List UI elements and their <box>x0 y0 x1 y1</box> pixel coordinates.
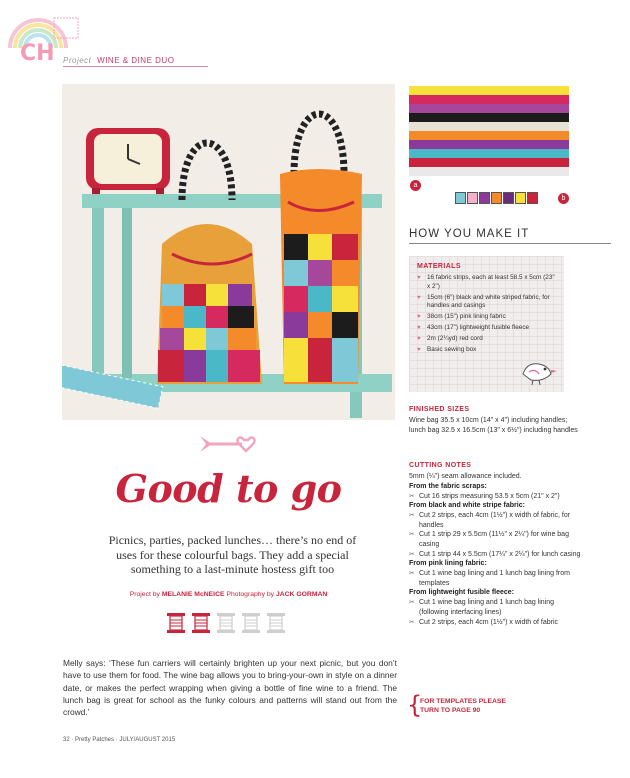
spool-icon-filled <box>191 612 211 634</box>
materials-item: ♥ 16 fabric strips, each at least 58.5 x 5cm (23" x 2") <box>417 274 557 291</box>
swatch-label-b: b <box>558 193 569 204</box>
cutting-item: ✂ Cut 16 strips measuring 53.5 x 5cm (21" x 2") <box>409 492 584 502</box>
designer-quote: Melly says: ‘These fun carriers will certainly brighten up your next picnic, but you don’t have to use them for food. The wine bag allows you to bring-your-own in style on a dinner date, or makes the perfect wrapping when giving a bottle of fine wine to a friend. The lunch bag is great for school as the funky colours and patterns will stand out from the crowd.’ <box>63 658 397 718</box>
cutting-item: ✂ Cut 1 strip 29 x 5.5cm (11½" x 2¼") for wine bag casing <box>409 530 584 549</box>
swatch-label-a: a <box>410 180 421 191</box>
templates-note-line2: TURN TO PAGE 90 <box>420 707 481 714</box>
mini-swatch <box>491 192 502 204</box>
how-divider <box>409 243 611 244</box>
credit-photo-name: JACK GORMAN <box>275 591 328 598</box>
spool-icon-empty <box>216 612 236 634</box>
templates-brace-icon: { <box>407 691 423 719</box>
hero-photo <box>62 84 395 420</box>
bird-icon <box>517 354 559 386</box>
credits-line <box>62 591 395 598</box>
templates-note-line1: FOR TEMPLATES PLEASE <box>420 698 506 705</box>
spool-icon-empty <box>266 612 286 634</box>
cutting-intro: 5mm (¼") seam allowance included. <box>409 473 522 480</box>
fabric-strip <box>409 122 569 131</box>
mini-swatch <box>515 192 526 204</box>
section-title-how: HOW YOU MAKE IT <box>409 228 530 240</box>
fabric-strip <box>409 158 569 167</box>
bags-illustration <box>62 84 395 420</box>
materials-box <box>409 256 564 392</box>
article-title: Good to go <box>115 466 342 511</box>
cutting-group-heading: From the fabric scraps: <box>409 482 487 490</box>
fabric-strip <box>409 113 569 122</box>
cutting-item: ✂ Cut 2 strips, each 4cm (1½") x width of fabric, for handles <box>409 511 584 530</box>
cutting-notes-title: CUTTING NOTES <box>409 462 472 469</box>
magazine-logo <box>6 4 86 64</box>
shelf-leg-left <box>92 208 104 388</box>
templates-note <box>420 697 506 715</box>
credit-photo-label: Photography by <box>226 591 275 598</box>
project-prefix: Project <box>63 56 92 65</box>
cutting-item: ✂ Cut 1 strip 44 x 5.5cm (17¼" x 2¼") for lunch casing <box>409 550 584 560</box>
arrow-heart-icon <box>198 432 262 456</box>
fabric-strip <box>409 86 569 95</box>
mini-swatch <box>527 192 538 204</box>
cutting-item: ✂ Cut 1 wine bag lining and 1 lunch bag lining from templates <box>409 569 584 588</box>
cutting-group-heading: From pink lining fabric: <box>409 560 487 568</box>
materials-title: MATERIALS <box>417 263 461 270</box>
cutting-notes <box>409 472 584 627</box>
finished-sizes-text: Wine bag 35.5 x 10cm (14" x 4") including handles; lunch bag 32.5 x 16.5cm (13" x 6½") including handles <box>409 417 578 434</box>
cutting-group-heading: From black and white stripe fabric: <box>409 502 525 510</box>
alarm-clock <box>86 128 170 194</box>
fabric-strip <box>409 140 569 149</box>
cutting-item: ✂ Cut 1 wine bag lining and 1 lunch bag lining (following interfacing lines) <box>409 598 584 617</box>
difficulty-rating <box>166 612 286 634</box>
cutting-item: ✂ Cut 2 strips, each 4cm (1½") x width of fabric <box>409 618 584 628</box>
finished-sizes-title: FINISHED SIZES <box>409 406 470 413</box>
materials-item: ♥ 15cm (6") black and white striped fabric, for handles and casings <box>417 294 557 311</box>
mini-swatch <box>479 192 490 204</box>
fabric-strip <box>409 149 569 158</box>
materials-item: ♥ 38cm (15") pink lining fabric <box>417 313 557 322</box>
project-name: WINE & DINE DUO <box>97 56 175 65</box>
fabric-swatch-panel <box>409 86 569 174</box>
materials-item: ♥ 43cm (17") lightweight fusible fleece <box>417 324 557 333</box>
materials-item: ♥ Basic sewing box <box>417 346 557 355</box>
mini-swatch-row <box>455 192 539 204</box>
materials-item: ♥ 2m (2¼yd) red cord <box>417 335 557 344</box>
logo-text: CH <box>20 41 55 64</box>
fabric-strip <box>409 95 569 104</box>
page-folio: 32 · Pretty Patches · JULY/AUGUST 2015 <box>63 737 176 743</box>
article-intro: Picnics, parties, packed lunches… there’s no end of uses for these colourful bags. They add a special something to a last-minute hostess gift too <box>108 533 357 576</box>
credit-project-label: Project by <box>129 591 160 598</box>
mini-swatch <box>503 192 514 204</box>
fabric-strip <box>409 167 569 176</box>
mini-swatch <box>467 192 478 204</box>
cutting-group-heading: From lightweight fusible fleece: <box>409 589 515 597</box>
credit-project-name: MELANIE McNEICE <box>161 591 225 598</box>
project-header <box>63 56 174 65</box>
header-divider <box>63 66 208 67</box>
mini-swatch <box>455 192 466 204</box>
fabric-strip <box>409 104 569 113</box>
fabric-strip <box>409 131 569 140</box>
materials-list <box>417 274 557 357</box>
spool-icon-filled <box>166 612 186 634</box>
spool-icon-empty <box>241 612 261 634</box>
